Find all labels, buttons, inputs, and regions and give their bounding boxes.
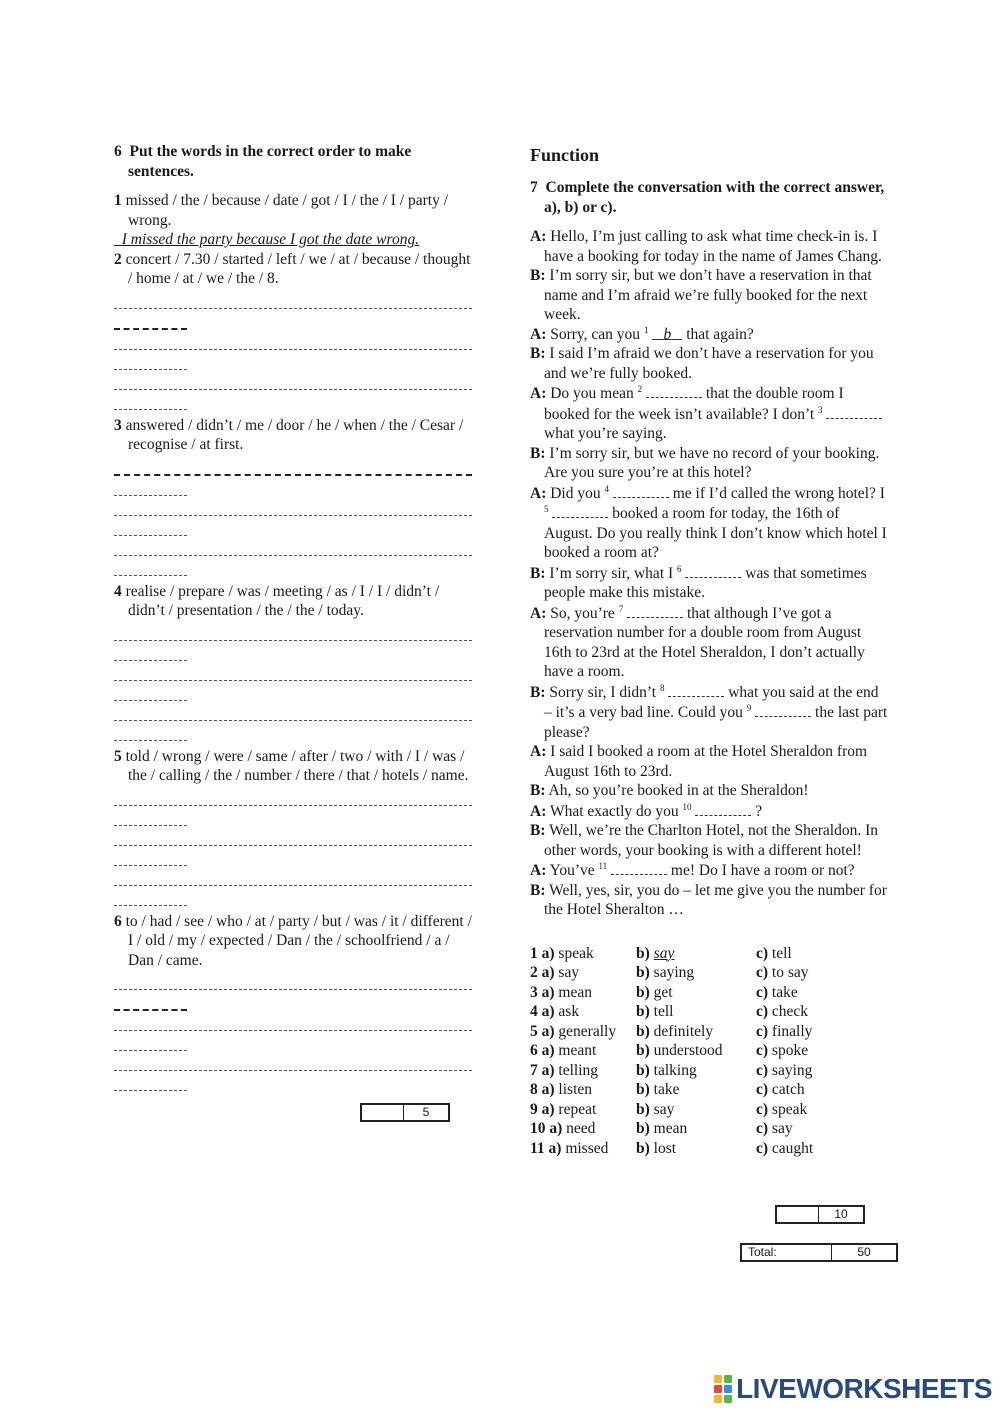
gap-3[interactable] — [826, 404, 882, 419]
option-c[interactable]: c) take — [756, 983, 798, 1001]
conversation-line: A: So, you’re $^7$ that although I’ve got a reservation number for a double room from August 16th to 23rd at the Hotel Sheraldon, I don’t actually have a room. — [530, 603, 865, 680]
option-a[interactable]: 9 a) repeat — [530, 1100, 597, 1118]
option-b[interactable]: b) say — [636, 1100, 675, 1118]
option-row — [530, 1100, 856, 1120]
gap-11[interactable] — [611, 860, 667, 875]
answer-lines-6[interactable] — [114, 989, 474, 1091]
gap-7[interactable] — [627, 603, 683, 618]
exercise-6-heading: 6 Put the words in the correct order to make sentences. — [114, 143, 412, 180]
answer-lines-5[interactable] — [114, 805, 474, 906]
exercise-6-section — [114, 142, 474, 1091]
option-a[interactable]: 2 a) say — [530, 964, 580, 981]
option-b[interactable]: b) tell — [636, 1003, 674, 1020]
option-a[interactable]: 7 a) telling — [530, 1061, 599, 1079]
option-row — [530, 963, 856, 983]
sentence-item-1: 1 missed / the / because / date / got / I / the / I / party / wrong. — [114, 192, 449, 229]
option-row — [530, 944, 856, 964]
gap-1[interactable]: b — [652, 325, 682, 340]
option-a[interactable]: 1 a) speak — [530, 944, 594, 962]
option-a[interactable]: 3 a) mean — [530, 983, 592, 1001]
option-a[interactable]: 4 a) ask — [530, 1003, 580, 1020]
score-max: 5 — [422, 1105, 430, 1119]
answer-lines-3[interactable] — [114, 474, 474, 576]
option-c[interactable]: c) say — [756, 1120, 793, 1137]
exercise-7-heading: 7 Complete the conversation with the correct answer, a), b) or c). — [530, 179, 885, 216]
exercise-6-score-box[interactable] — [360, 1103, 450, 1122]
option-c[interactable]: c) saying — [756, 1061, 813, 1079]
total-score-box[interactable] — [740, 1243, 898, 1262]
conversation-line: A: Do you mean $^2$ that the double room I booked for the week isn’t available? I don’t $^3$ what you’re saying. — [530, 383, 890, 444]
option-row — [530, 1080, 856, 1100]
conversation-line: A: I said I booked a room at the Hotel Sheraldon from August 16th to 23rd. — [530, 743, 868, 780]
option-a[interactable]: 8 a) listen — [530, 1081, 593, 1098]
option-c[interactable]: c) speak — [756, 1100, 808, 1118]
score-input[interactable] — [362, 1105, 404, 1120]
liveworksheets-logo — [714, 1373, 992, 1405]
exercise-7-instruction: Complete the conversation with the correct answer, a), b) or c). — [544, 179, 885, 216]
option-b[interactable]: b) definitely — [636, 1022, 714, 1040]
option-c[interactable]: c) caught — [756, 1139, 814, 1157]
logo-mark-icon — [714, 1375, 732, 1403]
total-label: Total: — [742, 1245, 832, 1260]
exercise-7-score-box[interactable] — [775, 1205, 865, 1224]
option-row — [530, 1041, 856, 1061]
option-row — [530, 1022, 856, 1042]
answer-lines-2[interactable] — [114, 308, 474, 410]
option-b[interactable]: b) mean — [636, 1120, 688, 1137]
option-c[interactable]: c) check — [756, 1003, 809, 1020]
answer-options-table — [530, 944, 856, 1159]
option-row — [530, 1139, 856, 1159]
conversation-line: B: Well, we’re the Charlton Hotel, not the Sheraldon. In other words, your booking is with a different hotel! — [530, 822, 879, 859]
section-title: Function — [530, 145, 600, 165]
option-c[interactable]: c) tell — [756, 944, 792, 962]
option-a[interactable]: 10 a) need — [530, 1120, 596, 1137]
gap-9[interactable] — [755, 702, 811, 717]
sentence-item-5: 5 told / wrong / were / same / after / two / with / I / was / the / calling / the / number / there / that / hotels / name. — [114, 747, 469, 784]
total-max: 50 — [857, 1245, 871, 1259]
option-c[interactable]: c) finally — [756, 1022, 813, 1040]
conversation-line: A: You’ve $^{11}$ me! Do I have a room or not? — [530, 861, 855, 879]
option-row — [530, 983, 856, 1003]
example-answer: I missed the party because I got the date wrong. — [121, 231, 420, 248]
conversation — [530, 227, 890, 920]
conversation-line: A: What exactly do you $^{10}$ ? — [530, 801, 763, 820]
sentence-item-6: 6 to / had / see / who / at / party / but / was / it / different / I / old / my / expected / Dan / the / schoolfriend / a / Dan / came. — [114, 912, 472, 969]
option-b[interactable]: b) say — [636, 944, 675, 962]
conversation-line: B: I’m sorry sir, but we don’t have a reservation in that name and I’m afraid we’re fully booked for the next week. — [530, 267, 872, 323]
conversation-line: B: Well, yes, sir, you do – let me give you the number for the Hotel Sheralton … — [530, 881, 887, 918]
gap-5[interactable] — [552, 503, 608, 518]
gap-2[interactable] — [646, 383, 702, 398]
option-row — [530, 1119, 856, 1139]
option-b[interactable]: b) talking — [636, 1061, 697, 1079]
conversation-line: A: Sorry, can you $^1$ b that again? — [530, 324, 754, 343]
exercise-6-instruction: Put the words in the correct order to make sentences. — [128, 143, 412, 180]
logo-text: LIVEWORKSHEETS — [736, 1373, 992, 1404]
gap-8[interactable] — [668, 682, 724, 697]
conversation-line: B: Sorry sir, I didn’t $^8$ what you said at the end – it’s a very bad line. Could you $^9$ the last part please? — [530, 682, 888, 741]
option-b[interactable]: b) lost — [636, 1139, 677, 1157]
sentence-item-2: 2 concert / 7.30 / started / left / we / at / because / thought / home / at / we / the / 8. — [114, 250, 471, 287]
option-a[interactable]: 6 a) meant — [530, 1042, 597, 1059]
exercise-7-section — [530, 142, 890, 1158]
conversation-line: B: I said I’m afraid we don’t have a reservation for you and we’re fully booked. — [530, 345, 874, 382]
gap-6[interactable] — [685, 563, 741, 578]
conversation-line: B: Ah, so you’re booked in at the Sheraldon! — [530, 782, 809, 799]
option-a[interactable]: 11 a) missed — [530, 1139, 609, 1157]
conversation-line: A: Did you $^4$ me if I’d called the wrong hotel? I $^5$ booked a room for today, the 16th of August. Do you really think I don’t know which hotel I booked a room at? — [530, 483, 887, 561]
gap-4[interactable] — [613, 483, 669, 498]
sentence-item-3: 3 answered / didn’t / me / door / he / when / the / Cesar / recognise / at first. — [114, 416, 464, 453]
score-max: 10 — [834, 1207, 848, 1221]
conversation-line: B: I’m sorry sir, but we have no record of your booking. Are you sure you’re at this hotel? — [530, 444, 880, 481]
score-input[interactable] — [777, 1207, 819, 1222]
option-a[interactable]: 5 a) generally — [530, 1022, 617, 1040]
option-c[interactable]: c) to say — [756, 964, 809, 981]
gap-10[interactable] — [695, 801, 751, 816]
option-c[interactable]: c) spoke — [756, 1042, 809, 1059]
option-row — [530, 1061, 856, 1081]
option-b[interactable]: b) understood — [636, 1042, 723, 1059]
option-b[interactable]: b) get — [636, 983, 673, 1001]
answer-lines-4[interactable] — [114, 640, 474, 741]
option-b[interactable]: b) saying — [636, 964, 695, 981]
option-b[interactable]: b) take — [636, 1081, 680, 1098]
conversation-line: A: Hello, I’m just calling to ask what time check-in is. I have a booking for today in the name of James Chang. — [530, 228, 882, 265]
option-row — [530, 1002, 856, 1022]
sentence-item-4: 4 realise / prepare / was / meeting / as / I / I / didn’t / didn’t / presentation / the / the / today. — [114, 582, 440, 619]
option-c[interactable]: c) catch — [756, 1081, 805, 1098]
conversation-line: B: I’m sorry sir, what I $^6$ was that sometimes people make this mistake. — [530, 563, 867, 601]
